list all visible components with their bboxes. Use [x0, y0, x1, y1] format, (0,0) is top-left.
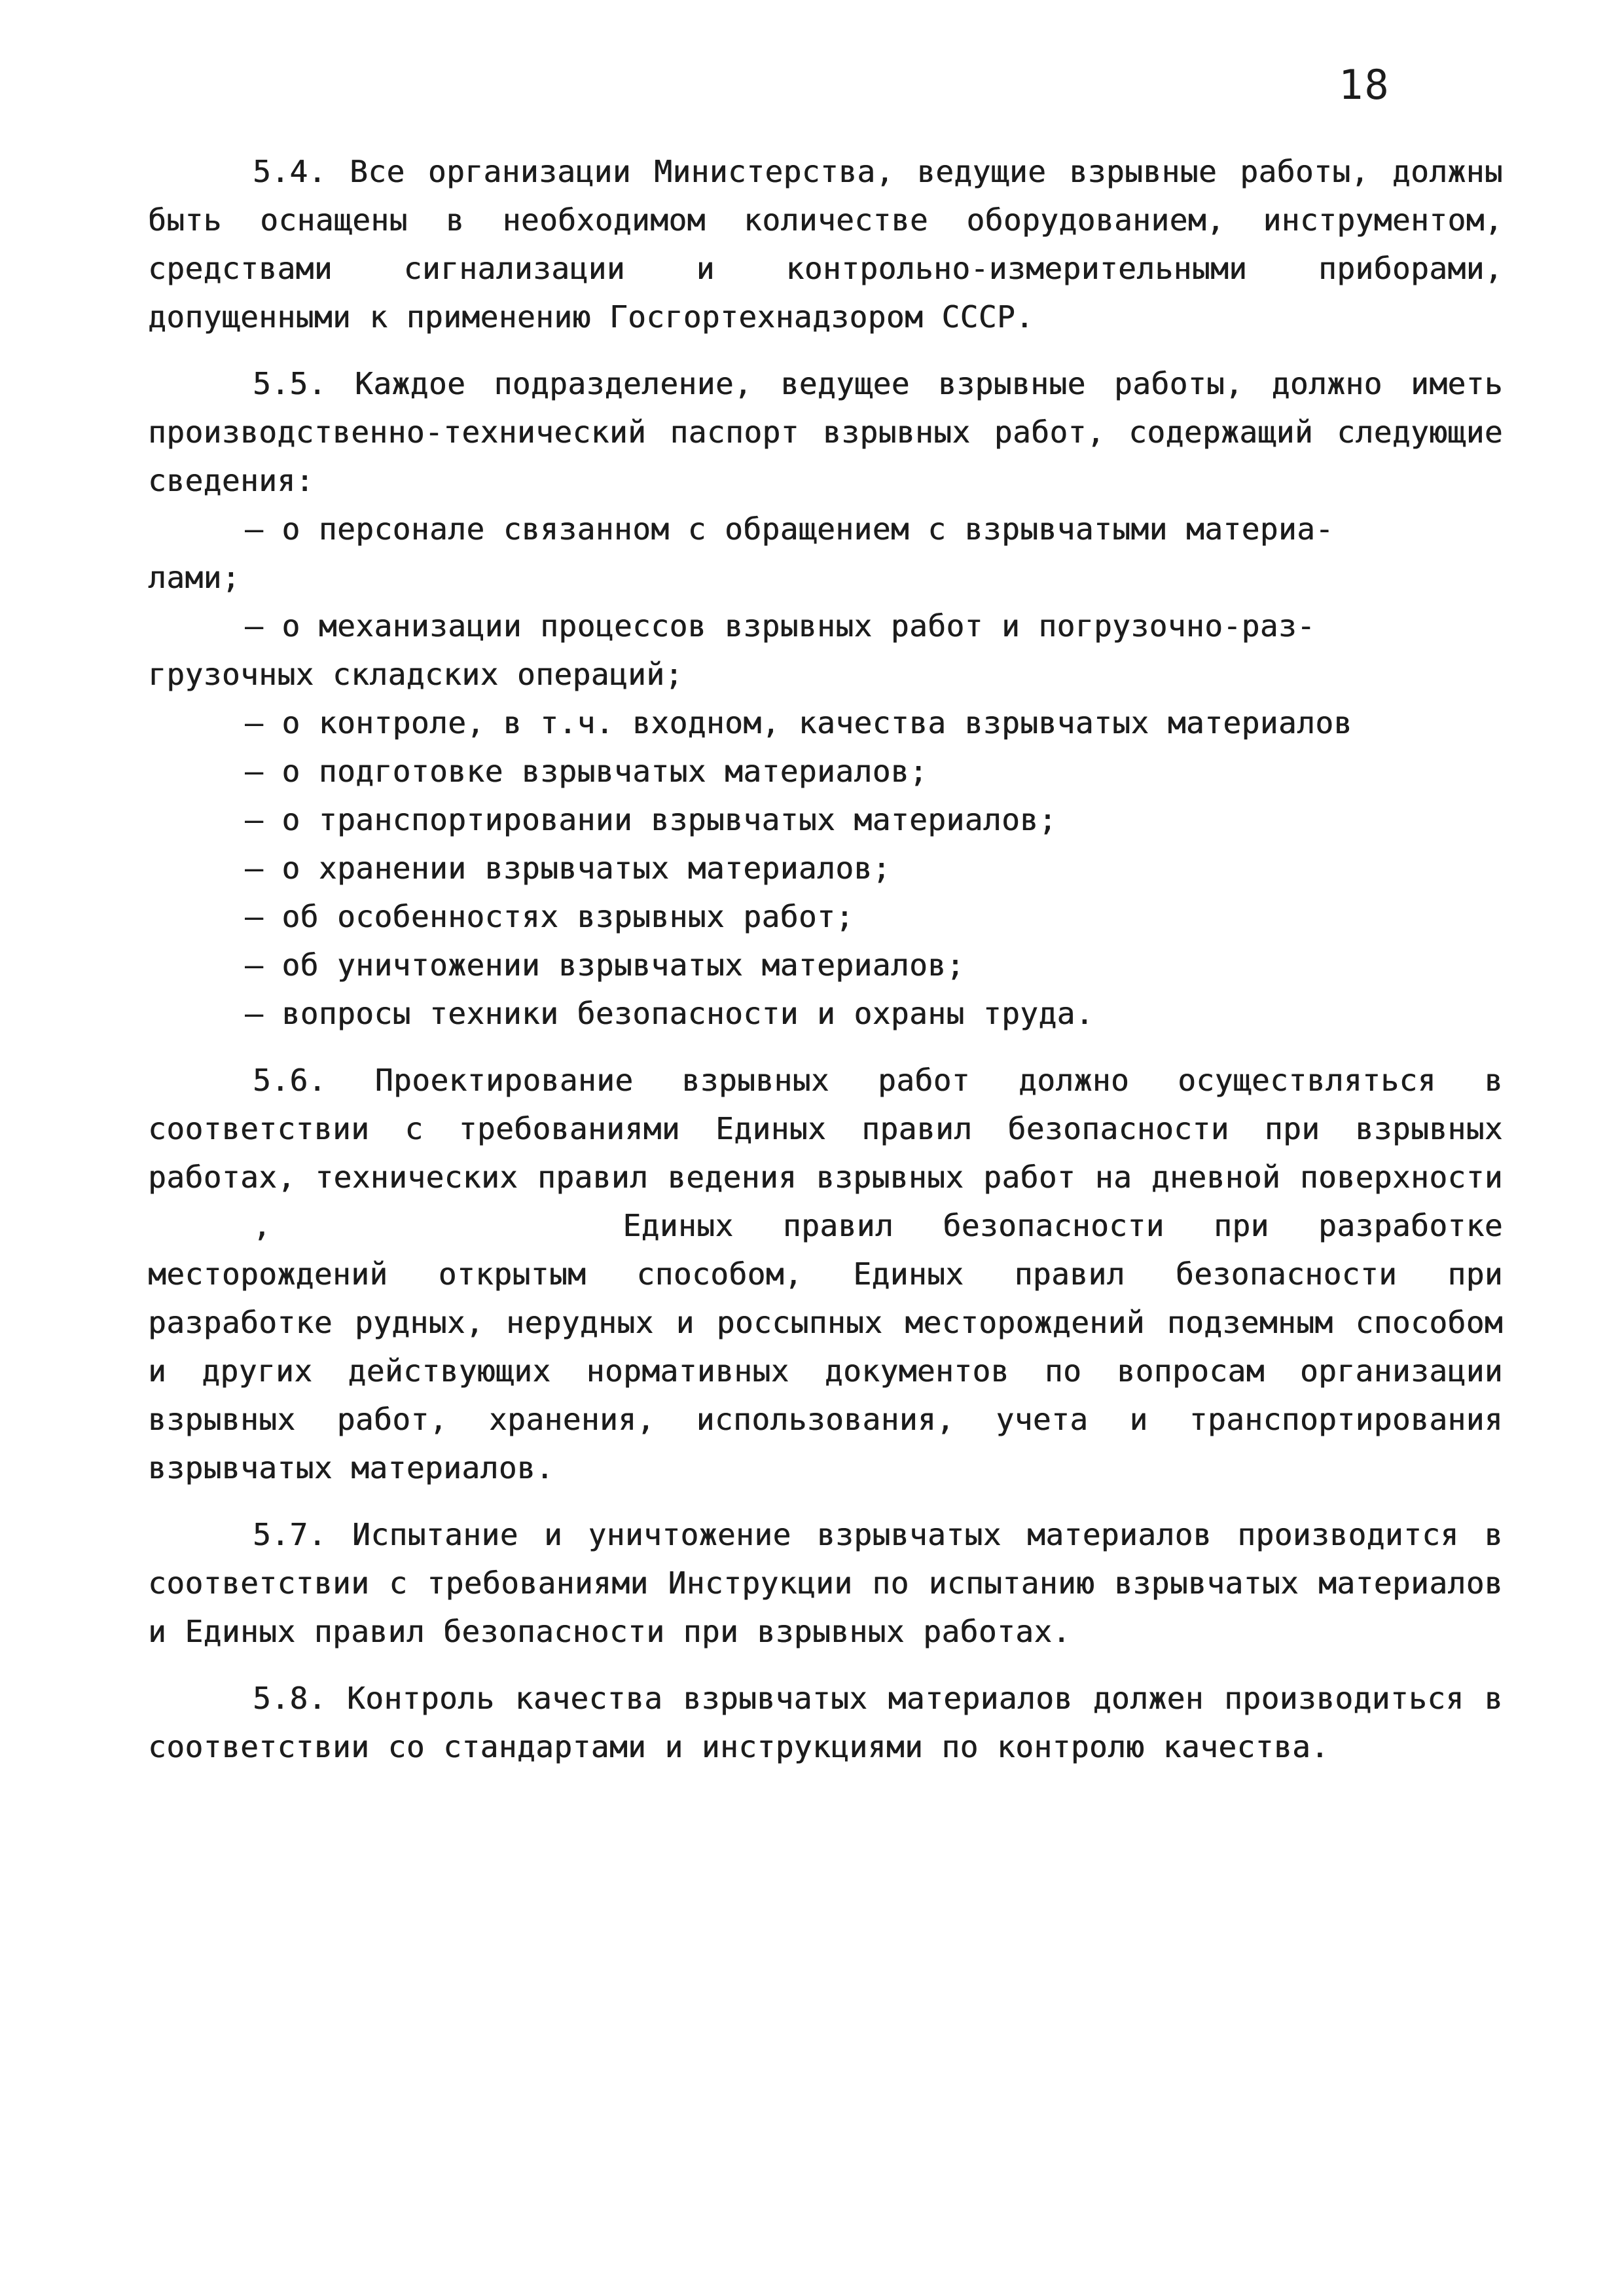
- list-item: – о механизации процессов взрывных работ и погрузочно-раз- грузочных складских операций;: [148, 608, 1316, 692]
- list-item: – о контроле, в т.ч. входном, качества взрывчатых материалов: [245, 705, 1352, 740]
- paragraph-5-5-list: [148, 505, 1503, 1038]
- document-body: [148, 147, 1503, 1771]
- list-item: – о хранении взрывчатых материалов;: [245, 850, 891, 886]
- paragraph-5-6-part1: 5.6. Проектирование взрывных работ должно осуществляться в соответствии с требованиями Единых правил безопасности при взрывных работах, технических правил ведения взрывных работ на дневной поверхности: [148, 1063, 1503, 1195]
- paragraph-5-6: [148, 1056, 1503, 1492]
- paragraph-5-4: 5.4. Все организации Министерства, ведущие взрывные работы, должны быть оснащены в необходимом количестве оборудованием, инструментом, средствами сигнализации и контрольно-измерительными приборами, допущенными к применению Госгортехнадзором СССР.: [148, 154, 1503, 335]
- page-number: 18: [1339, 61, 1390, 109]
- list-item: – о подготовке взрывчатых материалов;: [245, 754, 928, 789]
- paragraph-5-8: 5.8. Контроль качества взрывчатых материалов должен производиться в соответствии со стандартами и инструкциями по контролю качества.: [148, 1681, 1503, 1764]
- list-item: – об уничтожении взрывчатых материалов;: [245, 947, 965, 983]
- paragraph-5-6-gap: ,: [253, 1208, 272, 1243]
- list-item: – об особенностях взрывных работ;: [245, 899, 854, 934]
- list-item: – вопросы техники безопасности и охраны труда.: [245, 996, 1094, 1031]
- list-item: – о персонале связанном с обращением с взрывчатыми материа- лами;: [148, 511, 1334, 595]
- paragraph-5-5-intro: 5.5. Каждое подразделение, ведущее взрывные работы, должно иметь производственно-технический паспорт взрывных работ, содержащий следующие сведения:: [148, 366, 1503, 498]
- paragraph-5-6-part2: Единых правил безопасности при разработке месторождений открытым способом, Единых правил безопасности при разработке рудных, нерудных и россыпных месторождений подземным способом и других действующих нормативных документов по вопросам организации взрывных работ, хранения, использования, учета и транспортирования взрывчатых материалов.: [148, 1208, 1504, 1485]
- list-item: – о транспортировании взрывчатых материалов;: [245, 802, 1057, 837]
- paragraph-5-7: 5.7. Испытание и уничтожение взрывчатых материалов производится в соответствии с требованиями Инструкции по испытанию взрывчатых материалов и Единых правил безопасности при взрывных работах.: [148, 1517, 1503, 1649]
